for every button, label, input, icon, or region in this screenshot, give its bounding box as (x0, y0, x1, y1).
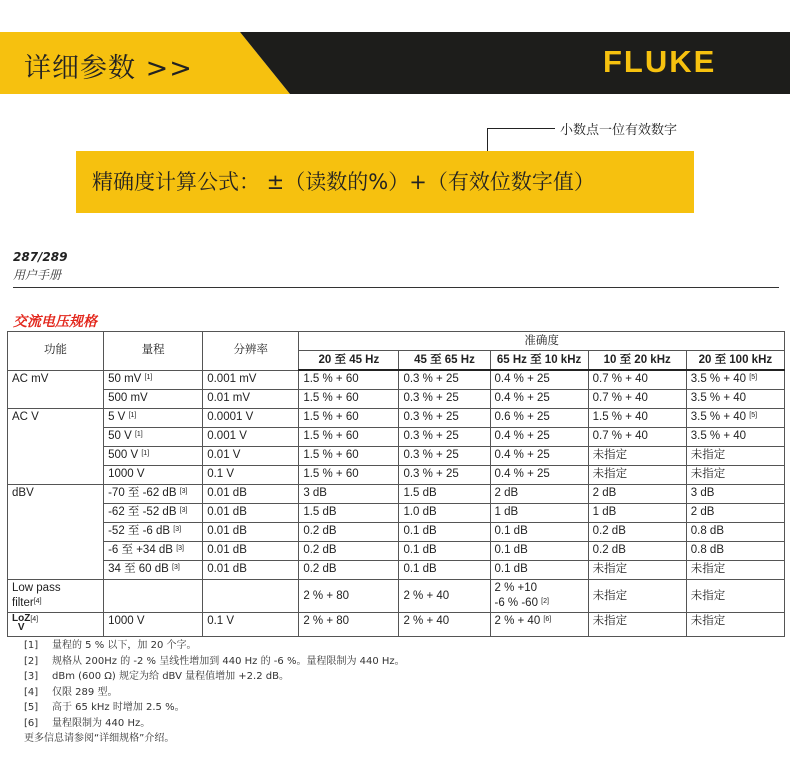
more-info: 更多信息请参阅“详细规格”介绍。 (24, 733, 175, 744)
value-cell: 1.5 % + 60 (299, 409, 399, 428)
footnote-number: [6] (24, 717, 39, 729)
loz-label: LoZ (12, 613, 31, 624)
footnote (24, 654, 405, 670)
value-cell: 0.4 % + 25 (490, 370, 588, 390)
resolution-cell: 0.01 dB (203, 523, 299, 542)
value-cell: 0.3 % + 25 (399, 466, 490, 485)
freq-header: 20 至 45 Hz (299, 351, 399, 371)
footnote-ref: [5] (749, 374, 758, 381)
value-cell: 0.1 dB (490, 561, 588, 580)
value-cell: 0.3 % + 25 (399, 370, 490, 390)
function-cell (8, 613, 104, 637)
range-text: 500 V (108, 449, 139, 461)
footnotes (24, 638, 405, 747)
table-row (8, 370, 785, 390)
value-text: 3.5 % + 40 (690, 411, 747, 423)
formula-text: 精确度计算公式： ±（读数的%）+（有效位数字值） (92, 170, 595, 194)
col-accuracy: 准确度 (299, 332, 785, 351)
manual-label: 用户手册 (13, 268, 62, 282)
footnote-ref: [4] (30, 616, 39, 623)
footnote-ref: [4] (33, 598, 42, 605)
function-cell: dBV (8, 485, 104, 580)
value-cell (490, 580, 588, 613)
col-range: 量程 (104, 332, 203, 371)
value-cell (686, 390, 784, 409)
value-cell: 1.5 % + 60 (299, 428, 399, 447)
value-cell (686, 370, 784, 390)
table-row-loz (8, 613, 785, 637)
value-cell: 0.3 % + 25 (399, 447, 490, 466)
resolution-cell: 0.01 dB (203, 504, 299, 523)
footnote-ref: [1] (141, 450, 150, 457)
value-text: 2 dB (690, 506, 715, 518)
value-cell: 0.1 dB (399, 561, 490, 580)
range-text: 5 V (108, 411, 126, 423)
function-cell: AC mV (8, 370, 104, 409)
divider (13, 287, 779, 288)
footnote (24, 669, 405, 685)
resolution-cell: 0.01 dB (203, 485, 299, 504)
range-cell (104, 409, 203, 428)
value-cell: 2 dB (490, 485, 588, 504)
footnote-ref: [1] (128, 412, 137, 419)
range-text: 1000 V (108, 468, 145, 480)
resolution-cell: 0.01 mV (203, 390, 299, 409)
value-cell (686, 542, 784, 561)
spec-table (7, 331, 785, 637)
value-cell: 未指定 (686, 613, 784, 637)
value-cell: 1.5 % + 60 (299, 370, 399, 390)
value-cell: 1 dB (588, 504, 686, 523)
range-cell (104, 561, 203, 580)
value-cell: 未指定 (588, 447, 686, 466)
freq-header: 45 至 65 Hz (399, 351, 490, 371)
value-cell: 2 % + 80 (299, 613, 399, 637)
value-cell: 0.7 % + 40 (588, 390, 686, 409)
value-text: 未指定 (690, 468, 726, 480)
table-row (8, 409, 785, 428)
footnote (24, 700, 405, 716)
function-cell (8, 580, 104, 613)
value-cell: 0.7 % + 40 (588, 428, 686, 447)
value-line2: -6 % -60 (494, 597, 538, 609)
value-cell: 0.7 % + 40 (588, 370, 686, 390)
value-text: 2 % + 40 (494, 615, 541, 627)
value-text: 未指定 (690, 563, 726, 575)
range-cell (104, 390, 203, 409)
value-cell: 0.1 dB (490, 523, 588, 542)
resolution-cell: 0.01 V (203, 447, 299, 466)
table-row (8, 542, 785, 561)
value-cell: 1.5 dB (299, 504, 399, 523)
value-cell: 未指定 (588, 466, 686, 485)
table-row-lowpass (8, 580, 785, 613)
table-row (8, 447, 785, 466)
value-cell: 0.2 dB (588, 523, 686, 542)
table-row (8, 504, 785, 523)
value-line1: 2 % +10 (494, 582, 538, 594)
range-text: -52 至 -6 dB (108, 525, 171, 537)
table-row (8, 466, 785, 485)
resolution-cell: 0.001 mV (203, 370, 299, 390)
value-cell: 未指定 (686, 580, 784, 613)
table-row (8, 523, 785, 542)
range-cell (104, 428, 203, 447)
table-row (8, 428, 785, 447)
resolution-cell (203, 580, 299, 613)
range-cell (104, 504, 203, 523)
table-row (8, 485, 785, 504)
footnote-ref: [5] (749, 412, 758, 419)
footnote-number: [3] (24, 671, 39, 682)
table-row (8, 561, 785, 580)
value-cell (686, 523, 784, 542)
footnote-text: 量程的 5 % 以下，加 20 个字。 (52, 640, 197, 651)
value-cell: 0.3 % + 25 (399, 428, 490, 447)
value-cell: 0.2 dB (299, 542, 399, 561)
col-function: 功能 (8, 332, 104, 371)
value-cell: 2 dB (588, 485, 686, 504)
col-resolution: 分辨率 (203, 332, 299, 371)
value-cell: 1.0 dB (399, 504, 490, 523)
value-text: 3.5 % + 40 (690, 392, 747, 404)
value-text: 未指定 (690, 449, 726, 461)
section-title: 交流电压规格 (13, 314, 97, 330)
value-cell: 0.1 dB (490, 542, 588, 561)
page-title: 详细参数 >> (24, 53, 193, 84)
footnote-number: [4] (24, 686, 39, 698)
range-text: -70 至 -62 dB (108, 487, 177, 499)
value-cell: 2 % + 40 (399, 613, 490, 637)
footnote-ref: [1] (144, 373, 153, 381)
value-cell: 0.2 dB (299, 523, 399, 542)
range-cell (104, 542, 203, 561)
fluke-logo: FLUKE (603, 44, 717, 79)
value-cell: 未指定 (588, 613, 686, 637)
value-cell: 0.4 % + 25 (490, 390, 588, 409)
footnote-text: 规格从 200Hz 的 -2 % 呈线性增加到 440 Hz 的 -6 %。量程限制为 440 Hz。 (52, 655, 405, 667)
value-cell: 1.5 % + 60 (299, 466, 399, 485)
function-cell: AC V (8, 409, 104, 485)
value-cell: 2 % + 80 (299, 580, 399, 613)
table-row (8, 390, 785, 409)
value-text: 0.8 dB (690, 544, 724, 556)
freq-header: 65 Hz 至 10 kHz (490, 351, 588, 371)
value-cell: 0.4 % + 25 (490, 428, 588, 447)
footnote-ref: [1] (134, 431, 143, 438)
value-cell: 0.3 % + 25 (399, 390, 490, 409)
footnote-text: 量程限制为 440 Hz。 (52, 717, 151, 729)
footnote-ref: [3] (173, 526, 182, 533)
range-cell (104, 370, 203, 390)
callout-note: 小数点一位有效数字 (560, 123, 678, 138)
value-cell: 1.5 % + 60 (299, 390, 399, 409)
footnote-ref: [3] (179, 507, 188, 514)
value-text: 3.5 % + 40 (690, 373, 747, 385)
range-text: 34 至 60 dB (108, 563, 169, 575)
loz-sub-label: V (17, 622, 25, 633)
footnote-number: [1] (24, 640, 39, 651)
value-cell: 0.4 % + 25 (490, 466, 588, 485)
value-cell: 1.5 % + 40 (588, 409, 686, 428)
value-cell: 2 % + 40 (399, 580, 490, 613)
footnote (24, 638, 405, 654)
value-cell (686, 409, 784, 428)
footnote (24, 716, 405, 732)
range-text: 500 mV (108, 392, 148, 404)
value-cell (686, 561, 784, 580)
footnote-text: dBm (600 Ω) 规定为给 dBV 量程值增加 +2.2 dB。 (52, 671, 289, 682)
formula-box (76, 151, 694, 213)
spec-table-body (8, 370, 785, 637)
range-cell: 1000 V (104, 613, 203, 637)
value-text: 3.5 % + 40 (690, 430, 747, 442)
lowpass-label-line1: Low pass (12, 582, 61, 594)
footnote-number: [5] (24, 702, 39, 713)
footnote-number: [2] (24, 655, 39, 667)
footnote-ref: [6] (543, 616, 552, 623)
range-text: 50 mV (108, 372, 142, 385)
footnote-ref: [3] (172, 564, 180, 571)
footnote-ref: [3] (179, 488, 188, 495)
value-cell: 未指定 (588, 561, 686, 580)
value-cell: 0.4 % + 25 (490, 447, 588, 466)
range-text: -6 至 +34 dB (108, 544, 173, 556)
callout-line (487, 128, 555, 129)
value-text: 3 dB (690, 487, 715, 499)
value-cell: 0.1 dB (399, 542, 490, 561)
value-cell (686, 428, 784, 447)
value-cell: 0.1 dB (399, 523, 490, 542)
value-cell (686, 466, 784, 485)
range-text: -62 至 -52 dB (108, 506, 177, 518)
value-cell (686, 504, 784, 523)
footnote-ref: [2] (541, 598, 549, 605)
value-cell: 0.6 % + 25 (490, 409, 588, 428)
model-number: 287/289 (13, 250, 68, 264)
range-cell (104, 466, 203, 485)
value-cell: 未指定 (588, 580, 686, 613)
range-cell (104, 580, 203, 613)
resolution-cell: 0.01 dB (203, 561, 299, 580)
value-cell: 3 dB (299, 485, 399, 504)
freq-header: 20 至 100 kHz (686, 351, 784, 371)
value-cell (686, 447, 784, 466)
value-cell (686, 485, 784, 504)
value-text: 0.8 dB (690, 525, 724, 537)
range-cell (104, 523, 203, 542)
range-cell (104, 485, 203, 504)
value-cell (490, 613, 588, 637)
resolution-cell: 0.01 dB (203, 542, 299, 561)
footnote-text: 高于 65 kHz 时增加 2.5 %。 (52, 702, 185, 713)
resolution-cell: 0.1 V (203, 613, 299, 637)
lowpass-label-line2: filter (12, 597, 34, 609)
resolution-cell: 0.0001 V (203, 409, 299, 428)
value-cell: 0.2 dB (588, 542, 686, 561)
footnote-ref: [3] (176, 545, 184, 552)
resolution-cell: 0.001 V (203, 428, 299, 447)
range-cell (104, 447, 203, 466)
footnote (24, 685, 405, 701)
footnote-text: 仅限 289 型。 (52, 686, 118, 698)
resolution-cell: 0.1 V (203, 466, 299, 485)
range-text: 50 V (108, 430, 132, 442)
value-cell: 1.5 % + 60 (299, 447, 399, 466)
value-cell: 0.3 % + 25 (399, 409, 490, 428)
freq-header: 10 至 20 kHz (588, 351, 686, 371)
value-cell: 1.5 dB (399, 485, 490, 504)
value-cell: 0.2 dB (299, 561, 399, 580)
value-cell: 1 dB (490, 504, 588, 523)
